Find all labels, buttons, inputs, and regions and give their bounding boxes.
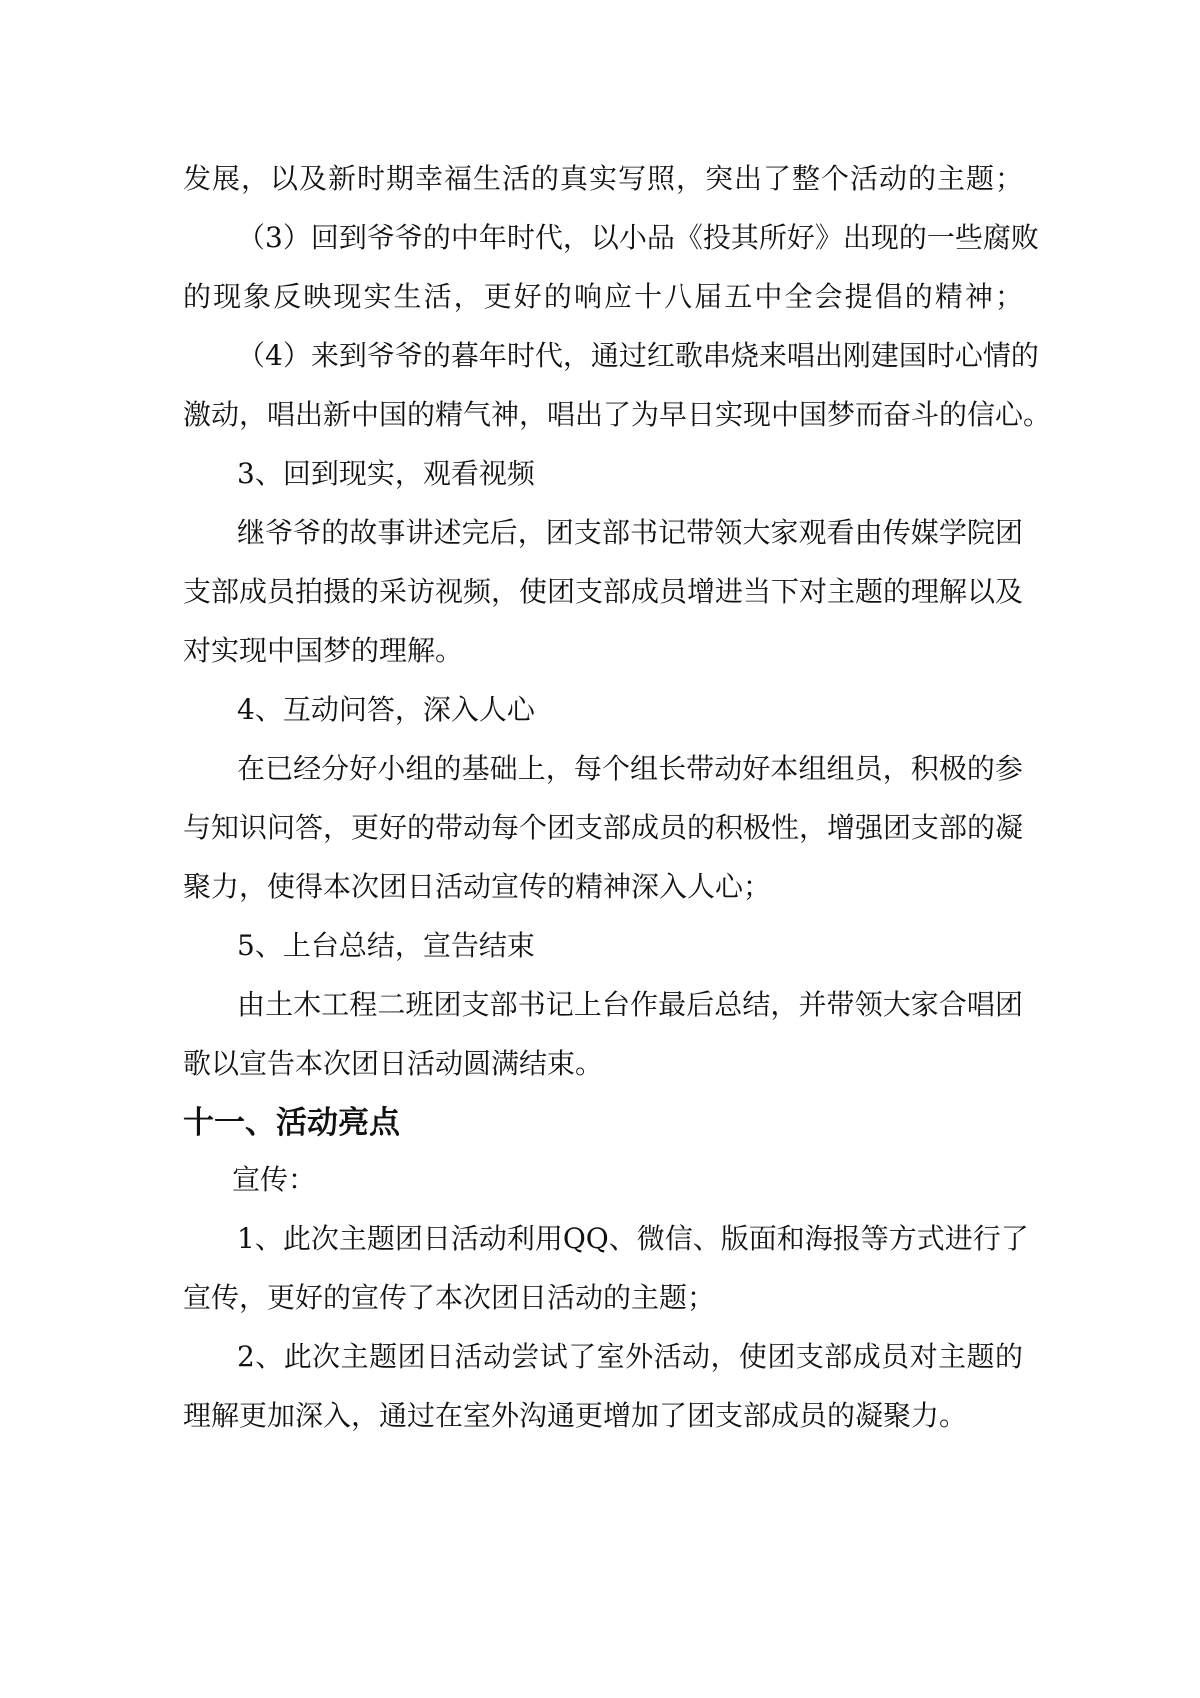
body-line-20: 宣传，更好的宣传了本次团日活动的主题； [183,1281,716,1314]
body-line-11: 在已经分好小组的基础上，每个组长带动好本组组员，积极的参 [237,752,1023,785]
body-line-1: 发展，以及新时期幸福生活的真实写照，突出了整个活动的主题； [183,162,1023,195]
section-item-4: 4、互动问答，深入人心 [237,693,535,726]
body-line-5: 激动，唱出新中国的精气神，唱出了为早日实现中国梦而奋斗的信心。 [183,398,1052,431]
body-line-22: 理解更加深入，通过在室外沟通更增加了团支部成员的凝聚力。 [183,1399,968,1432]
body-line-3: 的现象反映现实生活，更好的响应十八届五中全会提倡的精神； [183,280,1023,313]
body-line-4: （4）来到爷爷的暮年时代，通过红歌串烧来唱出刚建国时心情的 [237,339,1039,372]
body-line-19: 1、此次主题团日活动利用QQ、微信、版面和海报等方式进行了 [237,1222,1029,1255]
body-line-8: 支部成员拍摄的采访视频，使团支部成员增进当下对主题的理解以及 [183,575,1024,608]
section-item-5: 5、上台总结，宣告结束 [237,929,535,962]
body-line-16: 歌以宣告本次团日活动圆满结束。 [183,1047,604,1080]
subheading-publicity: 宣传： [232,1163,317,1196]
body-line-13: 聚力，使得本次团日活动宣传的精神深入人心； [183,870,772,903]
body-line-9: 对实现中国梦的理解。 [183,634,464,667]
body-line-7: 继爷爷的故事讲述完后，团支部书记带领大家观看由传媒学院团 [237,516,1023,549]
body-line-21: 2、此次主题团日活动尝试了室外活动，使团支部成员对主题的 [237,1340,1023,1373]
section-heading: 十一、活动亮点 [183,1105,400,1141]
section-item-3: 3、回到现实，观看视频 [237,457,535,490]
body-line-12: 与知识问答，更好的带动每个团支部成员的积极性，增强团支部的凝 [183,811,1024,844]
body-line-15: 由土木工程二班团支部书记上台作最后总结，并带领大家合唱团 [237,988,1023,1021]
body-line-2: （3）回到爷爷的中年时代，以小品《投其所好》出现的一些腐败 [237,221,1039,254]
